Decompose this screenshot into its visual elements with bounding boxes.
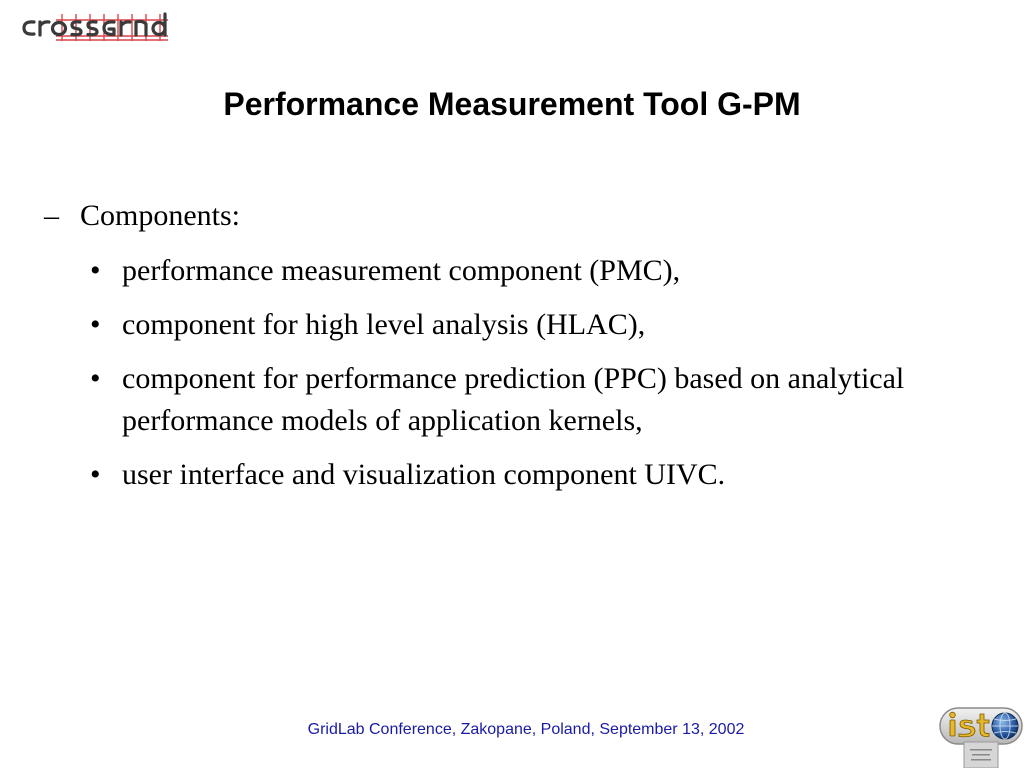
components-list (90, 250, 990, 508)
list-item-text: performance measurement component (PMC), (122, 254, 681, 287)
slide-title: Performance Measurement Tool G-PM (223, 86, 801, 122)
dash-marker: – (44, 199, 59, 232)
bullet-marker: • (90, 458, 101, 491)
footer-text: GridLab Conference, Zakopane, Poland, September 13, 2002 (307, 721, 745, 738)
list-item (90, 454, 990, 496)
list-item (90, 358, 990, 442)
crossgrid-logo (18, 8, 194, 44)
bullet-marker: • (90, 254, 101, 287)
list-item-text: user interface and visualization component UIVC. (122, 458, 726, 491)
ist-logo (938, 704, 1024, 768)
components-heading: Components: (80, 199, 241, 232)
bullet-marker: • (90, 308, 101, 341)
list-item (90, 304, 990, 346)
list-item-text: component for performance prediction (PPC) based on analytical performance models of application kernels, (122, 362, 905, 437)
list-item (90, 250, 990, 292)
list-item-text: component for high level analysis (HLAC), (122, 308, 646, 341)
bullet-marker: • (90, 362, 101, 395)
outline-level1 (44, 196, 240, 236)
